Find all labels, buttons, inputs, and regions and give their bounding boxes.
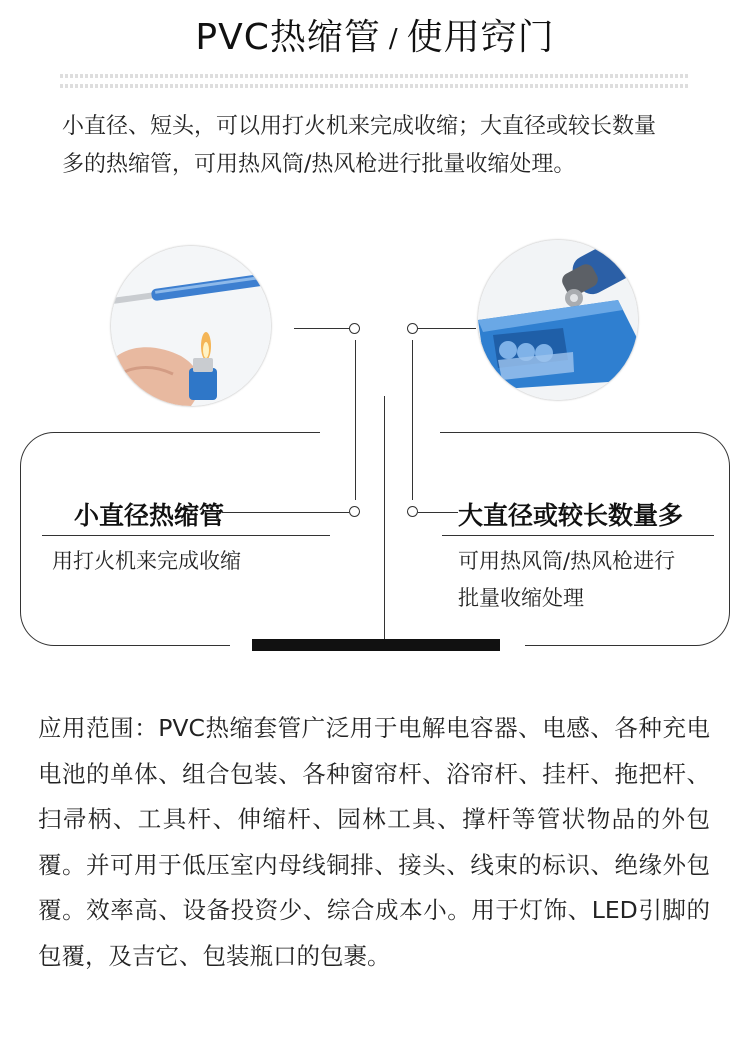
heat-gun-shrinking-large-tube-photo-icon bbox=[478, 240, 638, 400]
connector-dot bbox=[349, 323, 360, 334]
connector-line bbox=[418, 328, 476, 329]
title-main: PVC热缩管 bbox=[195, 17, 381, 58]
connector-dot bbox=[407, 506, 418, 517]
lighter-photo bbox=[111, 246, 271, 406]
right-description bbox=[458, 543, 720, 617]
application-scope-paragraph: 应用范围：PVC热缩套管广泛用于电解电容器、电感、各种充电电池的单体、组合包装、各种窗帘杆、浴帘杆、挂杆、拖把杆、扫帚柄、工具杆、伸缩杆、园林工具、撑杆等管状物品的外包覆。并可用于低压室内母线铜排、接头、线束的标识、绝缘外包覆。效率高、设备投资少、综合成本小。用于灯饰、LED引脚的包覆，及吉它、包装瓶口的包裹。 bbox=[38, 714, 710, 970]
connector-dot bbox=[407, 323, 418, 334]
label-underline bbox=[442, 535, 714, 536]
fine-print-decoration bbox=[60, 74, 690, 78]
left-label: 小直径热缩管 bbox=[74, 501, 225, 530]
title-sub: 使用窍门 bbox=[406, 17, 555, 58]
heat-gun-photo bbox=[478, 240, 638, 400]
intro-line: 多的热缩管，可用热风筒/热风枪进行批量收缩处理。 bbox=[62, 152, 576, 177]
title-separator: / bbox=[388, 24, 399, 54]
right-label: 大直径或较长数量多 bbox=[458, 501, 684, 530]
connector-line bbox=[412, 340, 413, 500]
left-info-panel bbox=[20, 432, 320, 646]
lighter-shrinking-small-tube-photo-icon bbox=[111, 246, 271, 406]
fine-print-decoration bbox=[60, 84, 690, 88]
right-description-line: 可用热风筒/热风枪进行 bbox=[458, 549, 676, 573]
base-bar bbox=[252, 639, 500, 651]
intro-paragraph bbox=[62, 108, 702, 184]
connector-line bbox=[355, 340, 356, 500]
intro-line: 小直径、短头，可以用打火机来完成收缩；大直径或较长数量 bbox=[62, 114, 657, 139]
left-description: 用打火机来完成收缩 bbox=[52, 549, 241, 573]
page-title bbox=[0, 14, 750, 65]
right-description-line: 批量收缩处理 bbox=[458, 586, 584, 610]
connector-dot bbox=[349, 506, 360, 517]
connector-line bbox=[294, 328, 350, 329]
label-underline bbox=[42, 535, 330, 536]
center-stem-line bbox=[384, 396, 385, 641]
